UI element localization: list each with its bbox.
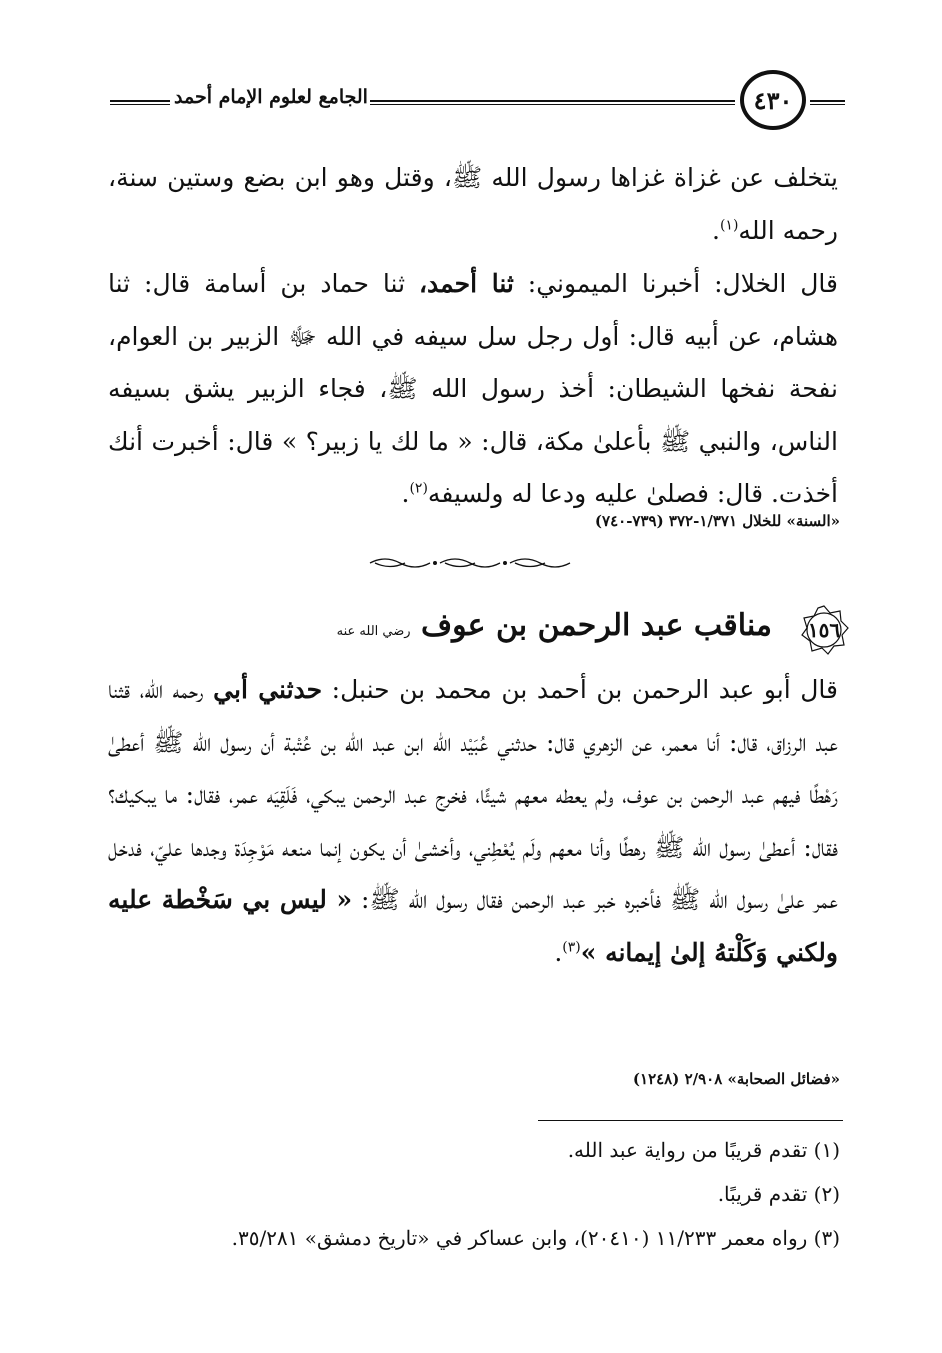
running-title: الجامع لعلوم الإمام أحمد (174, 86, 368, 108)
paragraph-3-text: رحمه الله، قثنا عبد الرزاق، قال: أنا معمر، عن الزهري قال: حدثني عُبَيْد الله ابن عبد الله بن عُتْبة أن رسول الله ﷺ أعطىٰ رَهْطًا فيهم عبد الرحمن بن عوف، ولم يعطه معهم شيئًا، فخرج عبد الرحمن يبكي، فَلَقِيَه عمر، فقال: ما يبكيك؟ فقال: أعطىٰ رسول الله ﷺ رهطًا وأنا معهم ولَم يُعْطِني، وأخشىٰ أن يكون إنما منعه مَوْجِدَة وجدها عليّ، فدخل عمر علىٰ رسول الله ﷺ فأخبره خبر عبد الرحمن فقال رسول الله ﷺ: (108, 675, 838, 914)
header-rule-right (810, 100, 845, 105)
paragraph-2-bold: ثنا أحمد، (418, 269, 514, 298)
honorific-text: رضي الله عنه (336, 624, 411, 639)
paragraph-1-text: يتخلف عن غزاة غزاها رسول الله ﷺ، وقتل وهو ابن بضع وستين سنة، رحمه الله (108, 163, 838, 245)
page-number-text: ٤٣٠ (753, 85, 793, 115)
header-rule-middle (370, 100, 735, 105)
ornament-divider-icon (365, 555, 575, 571)
paragraph-3-bold-1: حدثني أبي (213, 675, 323, 704)
section-number-text: ١٥٦ (807, 618, 841, 642)
page-header (100, 60, 845, 140)
section-heading (290, 600, 850, 660)
section-title-text: مناقب عبد الرحمن بن عوف (421, 608, 772, 643)
section-title (337, 608, 772, 643)
footnote-1: (١) تقدم قريبًا من رواية عبد الله. (567, 1138, 840, 1162)
paragraph-1-end: . (712, 215, 720, 245)
footnote-separator (538, 1120, 843, 1121)
paragraph-2-end: . (401, 479, 410, 508)
footnote-ref-3[interactable]: (٣) (562, 939, 581, 956)
paragraph-2-text: ثنا حماد بن أسامة قال: ثنا هشام، عن أبيه قال: أول رجل سل سيفه في الله ﷻ الزبير بن العوام، نفحة نفخها الشيطان: أخذ رسول الله ﷺ، فجاء الزبير يشق بسيفه الناس، والنبي ﷺ بأعلىٰ مكة، قال: « ما لك يا زبير؟ » قال: أخبرت أنك أخذت. قال: فصلىٰ عليه ودعا له ولسيفه (108, 269, 838, 508)
paragraph-2 (108, 258, 838, 521)
paragraph-1 (108, 152, 838, 257)
header-rule-left (110, 100, 170, 105)
footnote-ref-2[interactable]: (٢) (409, 480, 428, 497)
paragraph-3-bold-2: « ليس بي سَخْطة عليه ولكني وَكَلْتهُ إلىٰ إيمانه » (108, 885, 838, 967)
source-citation-1: «السنة» للخلال ١/٣٧١-٣٧٢ (٧٣٩-٧٤٠) (594, 512, 840, 530)
section-number-badge (798, 604, 850, 656)
page-number (740, 70, 806, 130)
paragraph-3-lead: قال أبو عبد الرحمن بن أحمد بن محمد بن حنبل: (322, 675, 838, 704)
footnote-2: (٢) تقدم قريبًا. (717, 1182, 840, 1206)
source-citation-2: «فضائل الصحابة» ٢/٩٠٨ (١٢٤٨) (632, 1070, 840, 1088)
footnote-3: (٣) رواه معمر ١١/٢٣٣ (٢٠٤١٠)، وابن عساكر في «تاريخ دمشق» ٣٥/٢٨١. (231, 1226, 840, 1250)
paragraph-3 (108, 664, 838, 979)
footnote-ref-1[interactable]: (١) (719, 217, 739, 234)
paragraph-3-end: . (554, 937, 563, 967)
paragraph-2-lead: قال الخلال: أخبرنا الميموني: (513, 269, 838, 298)
